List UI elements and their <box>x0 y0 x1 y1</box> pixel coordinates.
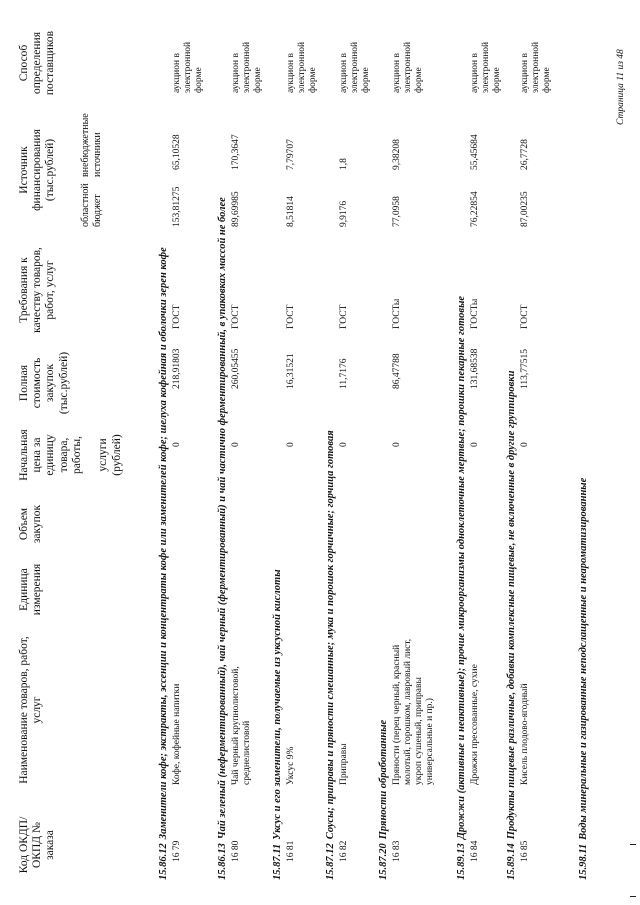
header-name <box>18 635 44 785</box>
row-init: 0 <box>172 442 182 447</box>
row-num: 16 82 <box>339 840 349 862</box>
row-method: аукцион в электронной форме <box>339 41 371 93</box>
row-extra: 55,45684 <box>470 134 480 170</box>
group-code: 15.87.20 <box>378 843 389 880</box>
header-unit-label: Единица измерения <box>18 563 44 616</box>
header-method-label: Способ определения поставщиков <box>18 30 57 96</box>
header-init-price-label: Начальная цена за единицу товара, работы, <box>18 429 83 481</box>
row-extra: 65,10528 <box>172 134 182 170</box>
row-regional: 9,9176 <box>339 200 349 227</box>
group-code: 15.87.12 <box>325 843 336 880</box>
group-heading <box>158 247 170 880</box>
group-code: 15.89.13 <box>456 843 467 880</box>
row-regional: 76,22854 <box>470 191 480 227</box>
row-name: Приправы <box>339 743 349 785</box>
group-code: 15.86.12 <box>158 843 169 880</box>
header-code-label: Код ОКДП/ ОКПД № заказа <box>18 816 57 874</box>
header-method <box>18 21 58 105</box>
group-title: Соусы; приправы и пряности смешанные; мука и порошок горчичные; горчица готовая <box>325 430 336 840</box>
scan-mark <box>630 844 636 845</box>
header-init-price-label2: услуги (рублей) <box>97 434 123 476</box>
row-num: 16 79 <box>172 840 182 862</box>
row-init: 0 <box>520 442 530 447</box>
row-total: 260,05455 <box>231 348 241 389</box>
group-heading <box>378 720 390 880</box>
scan-mark <box>630 896 636 897</box>
row-num: 16 84 <box>470 840 480 862</box>
header-volume <box>18 493 44 555</box>
row-extra: 170,3647 <box>231 134 241 170</box>
row-name: Кисель плодово-ягодный <box>520 683 530 785</box>
row-method: аукцион в электронной форме <box>520 41 552 93</box>
row-method: аукцион в электронной форме <box>231 41 263 93</box>
row-name: Пряности (перец черный, красный молотый, горошком, лавровый лист, укроп сушеный, приправы универсальные и пр.) <box>392 638 435 785</box>
row-quality: ГОСТы <box>392 298 402 329</box>
row-method: аукцион в электронной форме <box>392 41 424 93</box>
group-heading <box>217 197 229 880</box>
header-code <box>18 815 58 875</box>
row-total: 86,47788 <box>392 353 402 389</box>
row-quality: ГОСТ <box>231 304 241 329</box>
header-unit <box>18 557 44 622</box>
header-total <box>18 349 71 417</box>
row-total: 218,91803 <box>172 348 182 389</box>
header-fund-regional: областной бюджет <box>80 183 103 227</box>
group-heading <box>506 371 518 880</box>
row-name: Уксус 9% <box>286 746 296 785</box>
row-regional: 77,0958 <box>392 196 402 227</box>
row-quality: ГОСТ <box>286 304 296 329</box>
row-num: 16 80 <box>231 840 241 862</box>
group-title: Пряности обработанные <box>378 719 389 840</box>
group-heading <box>272 570 284 881</box>
row-quality: ГОСТы <box>470 298 480 329</box>
row-init: 0 <box>286 442 296 447</box>
group-heading <box>578 478 590 880</box>
header-volume-label: Объем закупок <box>18 504 44 544</box>
row-extra: 26,7728 <box>520 139 530 170</box>
group-title: Продукты пищевые различные, добавки комплексные пищевые, не включенные в другие группировки <box>506 370 517 840</box>
header-total-label: Полная стоимость закупок (тыс.рублей) <box>18 351 70 415</box>
row-regional: 8,51814 <box>286 196 296 227</box>
header-quality-label: Требования к качеству товаров, работ, услуг <box>18 247 57 333</box>
row-quality: ГОСТ <box>339 304 349 329</box>
header-name-label: Наименование товаров, работ, услуг <box>18 636 44 784</box>
row-total: 113,77515 <box>520 348 530 389</box>
row-init: 0 <box>470 442 480 447</box>
page-number: Страница 11 из 48 <box>616 49 626 125</box>
row-num: 16 85 <box>520 840 530 862</box>
row-quality: ГОСТ <box>172 304 182 329</box>
group-title: Уксус и его заменители, получаемые из уксусной кислоты <box>272 569 283 840</box>
row-total: 11,7176 <box>339 358 349 389</box>
header-funding-label: Источник финансирования (тыс.рублей) <box>18 129 57 211</box>
row-regional: 89,69985 <box>231 191 241 227</box>
row-num: 16 81 <box>286 840 296 862</box>
group-title: Заменители кофе; экстракты, эссенции и концентраты кофе или заменителей кофе; шелуха кофейная и оболочки зерен кофе <box>158 247 169 840</box>
row-init: 0 <box>339 442 349 447</box>
group-heading <box>325 430 337 880</box>
header-fund-extra: внебюджетные источники <box>80 113 103 177</box>
row-extra: 9,38208 <box>392 139 402 170</box>
row-name: Кофе, кофейные напитки <box>172 683 182 785</box>
group-title: Воды минеральные и газированные неподслащенные и неароматизированные <box>578 477 589 840</box>
group-heading <box>456 296 468 880</box>
row-regional: 153,81275 <box>172 186 182 227</box>
row-extra: 7,79707 <box>286 139 296 170</box>
header-funding <box>18 115 58 225</box>
row-method: аукцион в электронной форме <box>286 41 318 93</box>
row-total: 131,68538 <box>470 348 480 389</box>
group-title: Дрожжи (активные и неактивные); прочие микроорганизмы одноклеточные мертвые; порошки пекарные готовые <box>456 295 467 840</box>
row-name: Чай черный крупнолистовой, среднелистовой <box>231 666 252 785</box>
row-num: 16 83 <box>392 840 402 862</box>
row-extra: 1,8 <box>339 158 349 170</box>
row-quality: ГОСТ <box>520 304 530 329</box>
row-method: аукцион в электронной форме <box>172 41 204 93</box>
group-code: 15.86.13 <box>217 843 228 880</box>
row-regional: 87,00235 <box>520 191 530 227</box>
group-title: Чай зеленый (неферментированный), чай черный (ферментированный) и чай частично ферментированный, в упаковках массой не более <box>217 197 228 840</box>
group-code: 15.87.11 <box>272 843 283 880</box>
row-name: Дрожжи прессованные, сухие <box>470 664 480 785</box>
row-method: аукцион в электронной форме <box>470 41 502 93</box>
row-init: 0 <box>392 442 402 447</box>
row-init: 0 <box>231 442 241 447</box>
header-quality <box>18 240 58 340</box>
group-code: 15.89.14 <box>506 843 517 880</box>
group-code: 15.98.11 <box>578 843 589 880</box>
row-total: 16,31521 <box>286 353 296 389</box>
header-init-price <box>18 423 124 487</box>
